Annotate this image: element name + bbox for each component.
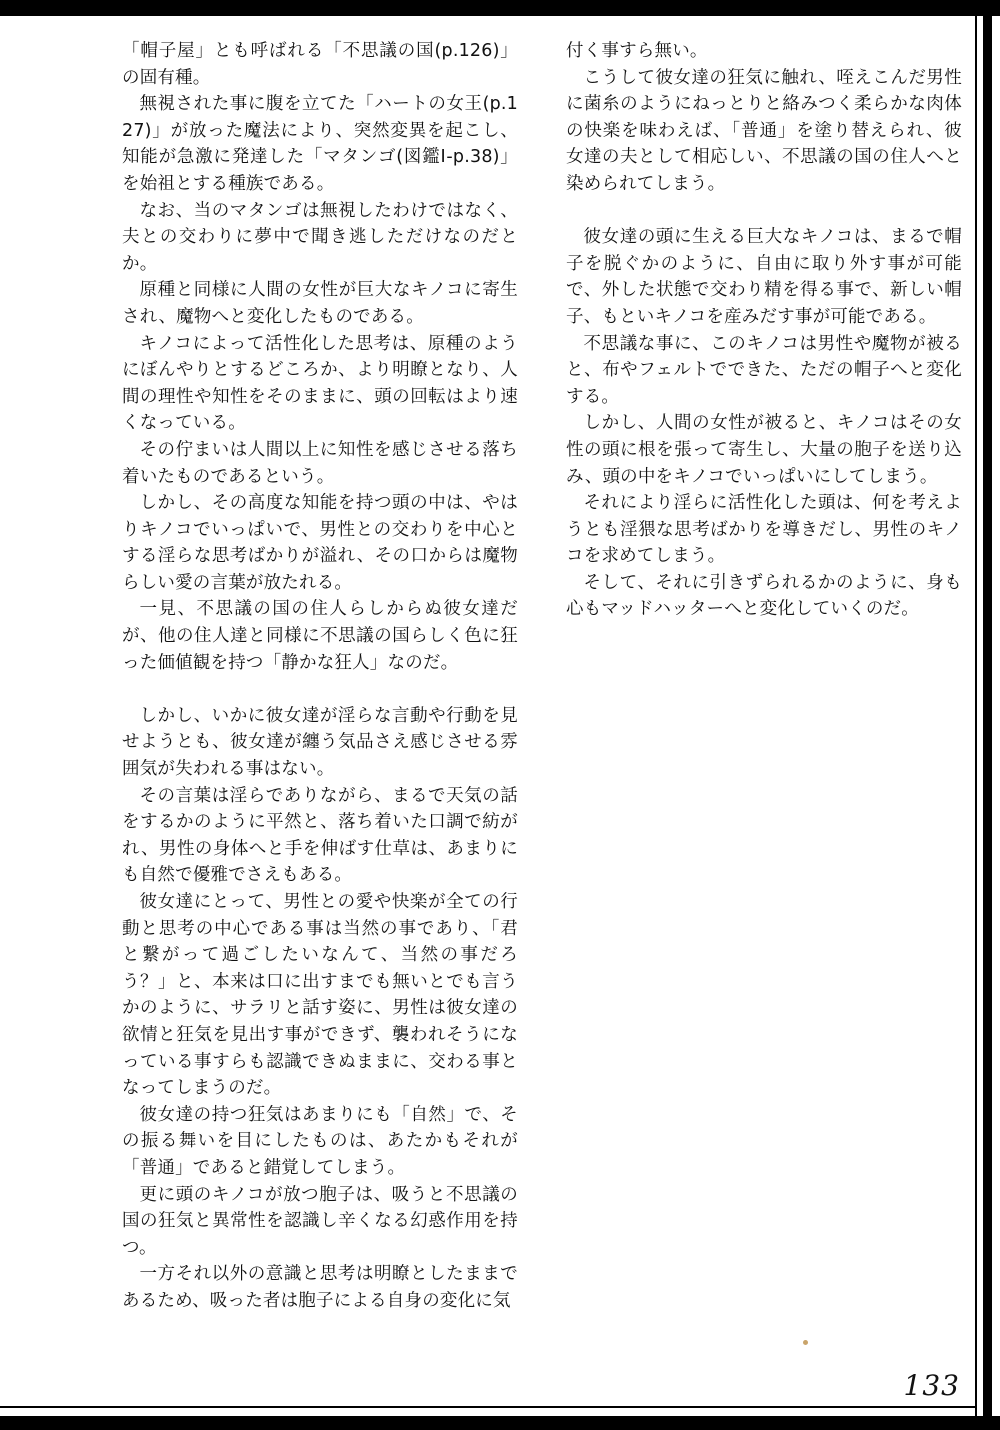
paragraph: それにより淫らに活性化した頭は、何を考えようとも淫猥な思考ばかりを導きだし、男性のキノコを求めてしまう。 — [566, 493, 962, 567]
frame-right-inner-line — [975, 16, 977, 1416]
frame-bottom-inner-line — [0, 1406, 977, 1408]
paragraph: その佇まいは人間以上に知性を感じさせる落ち着いたものであるという。 — [122, 439, 518, 487]
paragraph: その言葉は淫らでありながら、まるで天気の話をするかのように平然と、落ち着いた口調で紡がれ、男性の身体へと手を伸ばす仕草は、あまりにも自然で優雅でさえもある。 — [122, 785, 518, 886]
paragraph: 付く事すら無い。 — [566, 41, 708, 61]
paragraph: しかし、いかに彼女達が淫らな言動や行動を見せようとも、彼女達が纏う気品さえ感じさせる雰囲気が失われる事はない。 — [122, 705, 518, 780]
paragraph: 彼女達の頭に生える巨大なキノコは、まるで帽子を脱ぐかのように、自由に取り外す事が可能で、外した状態で交わり精を得る事で、新しい帽子、もといキノコを産みだす事が可能である。 — [566, 227, 962, 327]
paragraph: しかし、人間の女性が被ると、キノコはその女性の頭に根を張って寄生し、大量の胞子を送り込み、頭の中をキノコでいっぱいにしてしまう。 — [566, 413, 962, 487]
left-text-column — [122, 38, 518, 1315]
frame-bottom-border — [0, 1416, 1000, 1430]
paragraph: なお、当のマタンゴは無視したわけではなく、夫との交わりに夢中で聞き逃しただけなのだとか。 — [122, 200, 518, 274]
paragraph: 無視された事に腹を立てた「ハートの女王(p.127)」が放った魔法により、突然変異を起こし、知能が急激に発達した「マタンゴ(図鑑Ⅰ-p.38)」を始祖とする種族である。 — [122, 94, 518, 194]
frame-right-border — [983, 0, 992, 1430]
paragraph: 彼女達の持つ狂気はあまりにも「自然」で、その振る舞いを目にしたものは、あたかもそれが「普通」であると錯覚してしまう。 — [122, 1104, 518, 1178]
page-number: 133 — [903, 1369, 960, 1402]
paragraph: 一方それ以外の意識と思考は明瞭としたままであるため、吸った者は胞子による自身の変化に気 — [122, 1264, 518, 1311]
paragraph: 更に頭のキノコが放つ胞子は、吸うと不思議の国の狂気と異常性を認識し辛くなる幻惑作用を持つ。 — [122, 1184, 518, 1258]
paragraph: 原種と同様に人間の女性が巨大なキノコに寄生され、魔物へと変化したものである。 — [122, 280, 518, 327]
paragraph: 「帽子屋」とも呼ばれる「不思議の国(p.126)」の固有種。 — [122, 41, 518, 88]
paragraph: しかし、その高度な知能を持つ頭の中は、やはりキノコでいっぱいで、男性との交わりを中心とする淫らな思考ばかりが溢れ、その口からは魔物らしい愛の言葉が放たれる。 — [122, 493, 518, 593]
right-text-column — [566, 38, 962, 623]
paragraph: 不思議な事に、このキノコは男性や魔物が被ると、布やフェルトでできた、ただの帽子へと変化する。 — [566, 333, 962, 407]
paragraph: そして、それに引きずられるかのように、身も心もマッドハッターへと変化していくのだ。 — [566, 572, 962, 620]
paragraph: 一見、不思議の国の住人らしからぬ彼女達だが、他の住人達と同様に不思議の国らしく色に狂った価値観を持つ「静かな狂人」なのだ。 — [122, 599, 518, 673]
paragraph: キノコによって活性化した思考は、原種のようにぼんやりとするどころか、より明瞭となり、人間の理性や知性をそのままに、頭の回転はより速くなっている。 — [122, 333, 518, 434]
frame-top-border — [0, 0, 1000, 16]
paragraph: こうして彼女達の狂気に触れ、咥えこんだ男性に菌糸のようにねっとりと絡みつく柔らかな肉体の快楽を味わえば、「普通」を塗り替えられ、彼女達の夫として相応しい、不思議の国の住人へと染められてしまう。 — [566, 67, 962, 194]
paper-speck — [803, 1340, 808, 1345]
paragraph: 彼女達にとって、男性との愛や快楽が全ての行動と思考の中心である事は当然の事であり、「君と繋がって過ごしたいなんて、当然の事だろう？」と、本来は口に出すまでも無いとでも言うかのように、サラリと話す姿に、男性は彼女達の欲情と狂気を見出す事ができず、襲われそうになっている事すらも認識できぬままに、交わる事となってしまうのだ。 — [122, 892, 518, 1099]
